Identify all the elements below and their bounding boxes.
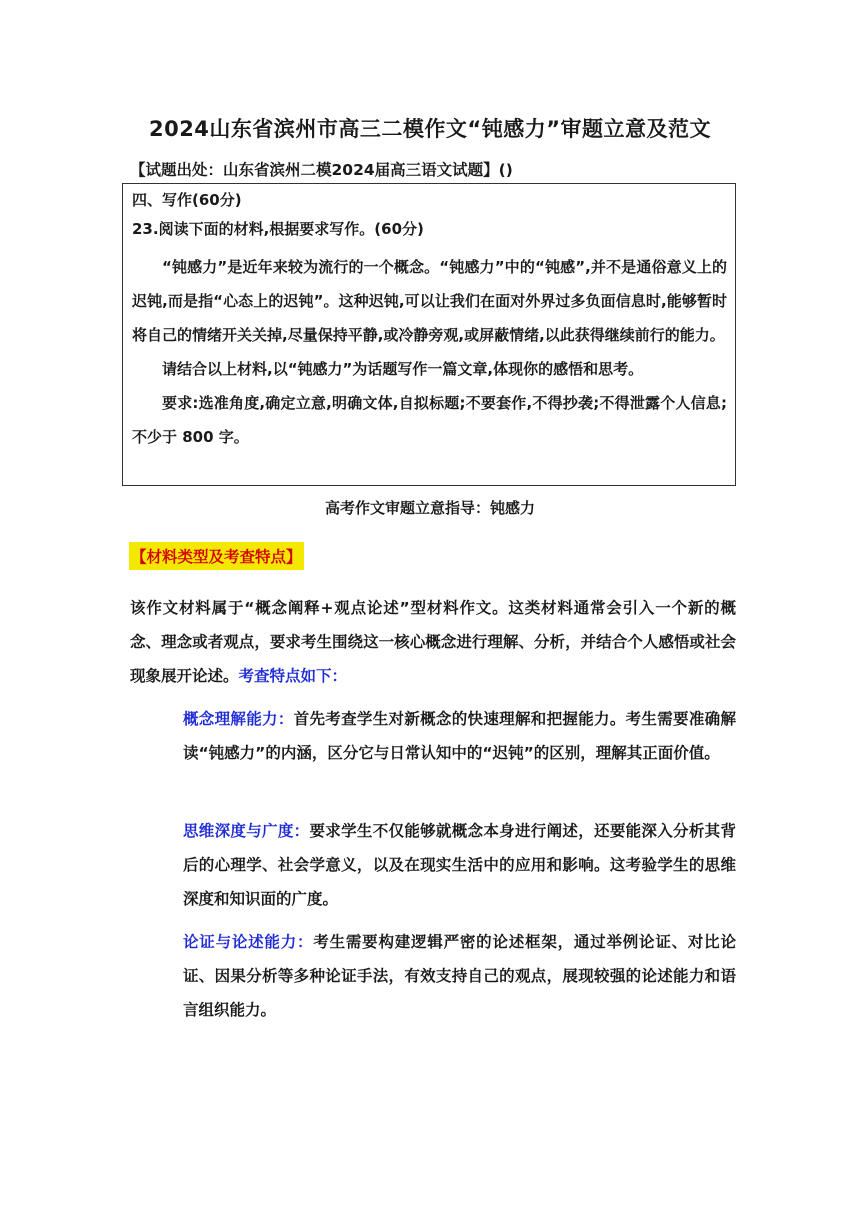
question-requirements: 要求:选准角度,确定立意,明确文体,自拟标题;不要套作,不得抄袭;不得泄露个人信息;不少于 800 字。 xyxy=(132,394,727,446)
question-section: 四、写作(60分) xyxy=(132,191,242,209)
intro-text: 该作文材料属于“概念阐释+观点论述”型材料作文。这类材料通常会引入一个新的概念、理念或者观点，要求考生围绕这一核心概念进行理解、分析，并结合个人感悟或社会现象展开论述。 xyxy=(130,599,736,685)
document-title: 2024山东省滨州市高三二模作文“钝感力”审题立意及范文 xyxy=(148,117,712,141)
point-text: 要求学生不仅能够就概念本身进行阐述，还要能深入分析其背后的心理学、社会学意义，以及在现实生活中的应用和影响。这考验学生的思维深度和知识面的广度。 xyxy=(183,822,736,908)
point-text: 首先考查学生对新概念的快速理解和把握能力。考生需要准确解读“钝感力”的内涵，区分它与日常认知中的“迟钝”的区别，理解其正面价值。 xyxy=(183,710,736,762)
guidance-subtitle: 高考作文审题立意指导：钝感力 xyxy=(324,499,535,517)
point-label: 概念理解能力： xyxy=(183,710,294,728)
question-box xyxy=(122,183,736,486)
section-badge: 【材料类型及考查特点】 xyxy=(129,542,304,570)
point-item xyxy=(183,925,736,1027)
point-label: 思维深度与广度： xyxy=(183,822,310,840)
question-instruction: 请结合以上材料,以“钝感力”为话题写作一篇文章,体现你的感悟和思考。 xyxy=(162,360,644,378)
question-prompt: 23.阅读下面的材料,根据要求写作。(60分) xyxy=(132,220,424,238)
point-text: 考生需要构建逻辑严密的论述框架，通过举例论证、对比论证、因果分析等多种论证手法，有效支持自己的观点，展现较强的论述能力和语言组织能力。 xyxy=(183,933,736,1019)
point-label: 论证与论述能力： xyxy=(183,933,314,951)
question-source: 【试题出处：山东省滨州二模2024届高三语文试题】() xyxy=(130,161,513,179)
intro-paragraph xyxy=(130,591,736,693)
point-item xyxy=(183,702,736,770)
question-material: “钝感力”是近年来较为流行的一个概念。“钝感力”中的“钝感”,并不是通俗意义上的迟钝,而是指“心态上的迟钝”。这种迟钝,可以让我们在面对外界过多负面信息时,能够暂时将自己的情绪开关关掉,尽量保持平静,或冷静旁观,或屏蔽情绪,以此获得继续前行的能力。 xyxy=(132,258,727,344)
point-item xyxy=(183,814,736,916)
intro-highlight: 考查特点如下： xyxy=(238,667,348,685)
